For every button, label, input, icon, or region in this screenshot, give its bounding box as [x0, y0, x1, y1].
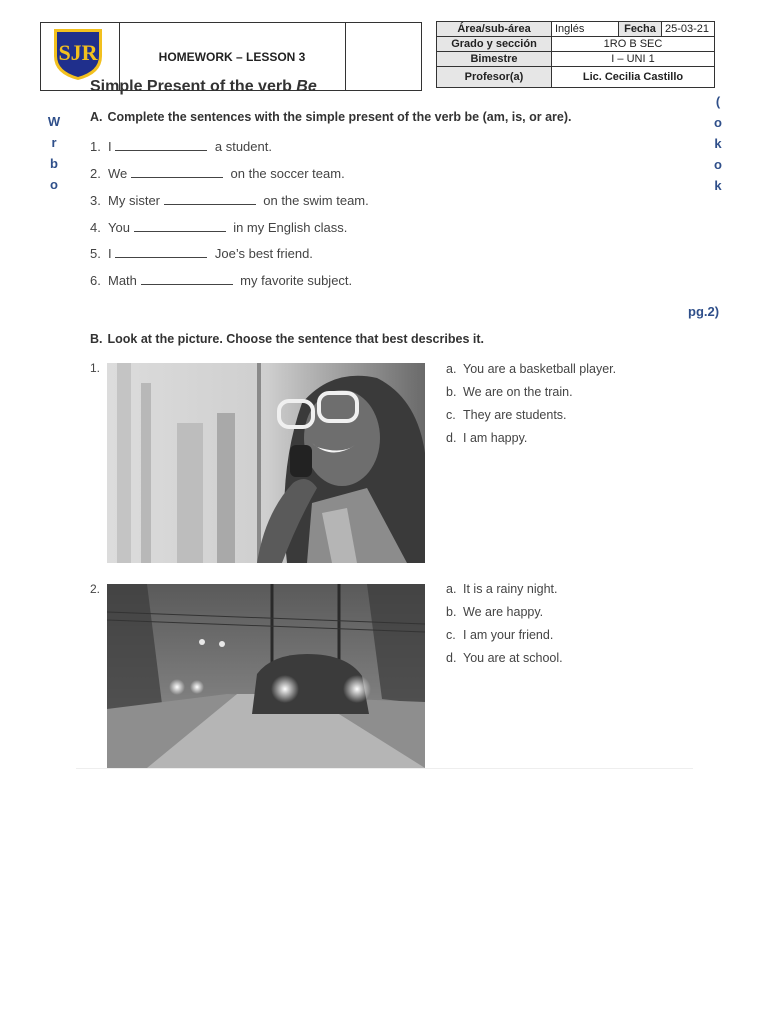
question-a1: [90, 139, 272, 154]
section-a-letter: A.: [90, 110, 103, 124]
question-a3: [90, 193, 369, 208]
school-crest-logo: [47, 26, 109, 82]
option-text: We are on the train.: [463, 385, 573, 399]
section-a-instruction: Complete the sentences with the simple present of the verb be (am, is, or are).: [107, 110, 572, 124]
section-b-heading: [90, 332, 484, 346]
answer-blank[interactable]: [115, 247, 207, 258]
question-text-after: my favorite subject.: [240, 273, 353, 288]
option-letter: b.: [446, 385, 457, 399]
photo-girl-on-phone: [107, 363, 425, 563]
question-a2: [90, 166, 345, 181]
bimestre-value: I – UNI 1: [552, 52, 715, 67]
option-letter: a.: [446, 582, 457, 596]
option-letter: d.: [446, 651, 457, 665]
profesor-label: Profesor(a): [437, 67, 552, 88]
left-margin-letter: o: [50, 177, 58, 192]
option-text: They are students.: [463, 408, 567, 422]
content-divider: [76, 768, 693, 769]
option-b2-d[interactable]: [446, 651, 563, 665]
option-text: I am happy.: [463, 431, 528, 445]
question-text-before: My sister: [108, 193, 160, 208]
question-text-before: I: [108, 246, 112, 261]
option-b1-d[interactable]: [446, 431, 527, 445]
option-text: You are at school.: [463, 651, 563, 665]
profesor-value: Lic. Cecilia Castillo: [552, 67, 715, 88]
option-letter: a.: [446, 362, 457, 376]
left-margin-letter: W: [47, 114, 61, 129]
question-a4: [90, 220, 347, 235]
question-b1-number: 1.: [90, 361, 101, 375]
option-text: We are happy.: [463, 605, 544, 619]
answer-blank[interactable]: [115, 140, 207, 151]
answer-blank[interactable]: [131, 167, 223, 178]
question-text-after: on the swim team.: [263, 193, 369, 208]
question-number: 6.: [90, 273, 101, 288]
question-number: 2.: [90, 166, 101, 181]
fecha-value: 25-03-21: [662, 22, 715, 37]
question-text-before: Math: [108, 273, 137, 288]
option-letter: b.: [446, 605, 457, 619]
title-text: Simple Present of the verb: [90, 78, 297, 95]
option-letter: c.: [446, 628, 456, 642]
question-text-after: on the soccer team.: [230, 166, 345, 181]
question-text-after: a student.: [214, 139, 272, 154]
right-margin-letter: (: [715, 94, 721, 109]
option-b1-a[interactable]: [446, 362, 616, 376]
right-margin-letter: o: [714, 115, 722, 130]
section-a-heading: [90, 110, 572, 124]
question-a5: [90, 246, 313, 261]
question-text-before: You: [108, 220, 130, 235]
option-b2-b[interactable]: [446, 605, 543, 619]
option-letter: c.: [446, 408, 456, 422]
grado-value: 1RO B SEC: [552, 37, 715, 52]
title-emphasis: Be: [296, 78, 317, 95]
section-b-instruction: Look at the picture. Choose the sentence that best describes it.: [107, 332, 484, 346]
question-text-after: Joe’s best friend.: [214, 246, 313, 261]
area-value: Inglés: [552, 22, 619, 37]
option-text: I am your friend.: [463, 628, 554, 642]
left-margin-letter: r: [51, 135, 57, 150]
photo-rainy-street: [107, 584, 425, 768]
question-number: 4.: [90, 220, 101, 235]
section-b-letter: B.: [90, 332, 103, 346]
right-margin-column: [711, 94, 725, 199]
question-text-before: We: [108, 166, 128, 181]
page-reference: pg.2): [688, 304, 720, 319]
question-number: 3.: [90, 193, 101, 208]
answer-blank[interactable]: [134, 221, 226, 232]
info-table: [436, 21, 715, 88]
option-text: It is a rainy night.: [463, 582, 558, 596]
right-margin-letter: o: [714, 157, 722, 172]
fecha-label: Fecha: [619, 22, 662, 37]
question-number: 1.: [90, 139, 101, 154]
question-text-before: I: [108, 139, 112, 154]
grado-label: Grado y sección: [437, 37, 552, 52]
answer-blank[interactable]: [141, 274, 233, 285]
svg-text:SJR: SJR: [58, 40, 98, 65]
option-b1-c[interactable]: [446, 408, 567, 422]
question-number: 5.: [90, 246, 101, 261]
homework-title: HOMEWORK – LESSON 3: [119, 23, 346, 90]
page-title: [90, 78, 317, 96]
right-margin-letter: k: [714, 178, 722, 193]
bimestre-label: Bimestre: [437, 52, 552, 67]
option-b2-a[interactable]: [446, 582, 558, 596]
left-margin-column: [47, 114, 61, 198]
question-b2-number: 2.: [90, 582, 101, 596]
option-text: You are a basketball player.: [463, 362, 617, 376]
option-letter: d.: [446, 431, 457, 445]
question-text-after: in my English class.: [233, 220, 348, 235]
question-a6: [90, 273, 352, 288]
option-b1-b[interactable]: [446, 385, 573, 399]
left-margin-letter: b: [50, 156, 58, 171]
option-b2-c[interactable]: [446, 628, 553, 642]
area-label: Área/sub-área: [437, 22, 552, 37]
answer-blank[interactable]: [164, 194, 256, 205]
right-margin-letter: k: [714, 136, 722, 151]
